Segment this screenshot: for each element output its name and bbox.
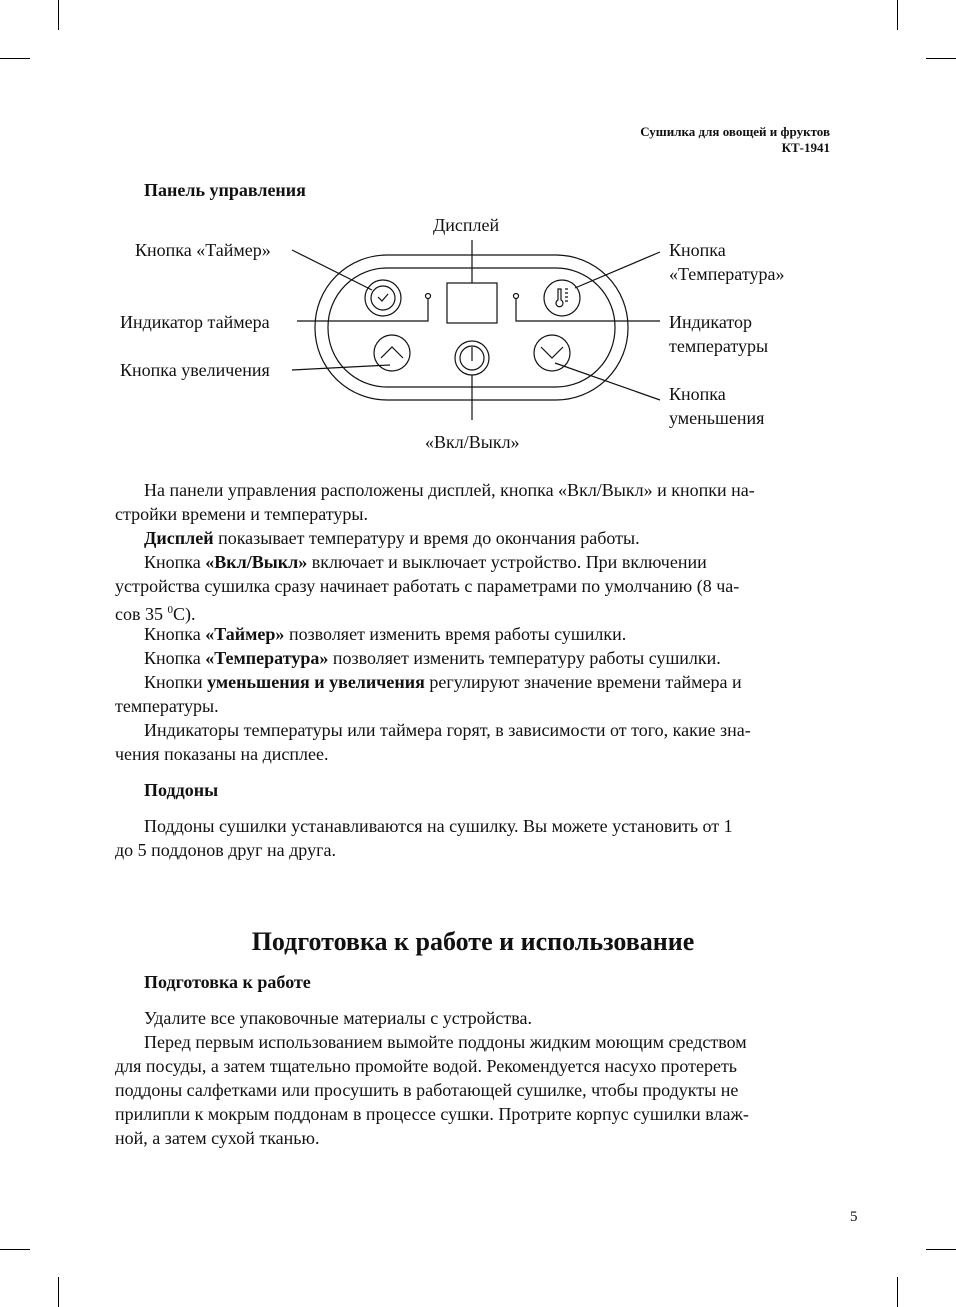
text-line: Индикаторы температуры или таймера горят, в зависимости от того, какие зна- — [144, 720, 751, 740]
timer-button-icon — [365, 280, 401, 316]
text-line: прилипли к мокрым поддонам в процессе сушки. Протрите корпус сушилки влаж- — [115, 1104, 749, 1124]
label-timer-indicator: Индикатор таймера — [120, 312, 270, 332]
label-temp-indicator: Индикатор — [669, 312, 753, 332]
text: показывает температуру и время до окончания работы. — [213, 528, 640, 548]
bold-term: уменьшения и увеличения — [207, 672, 425, 692]
crop-mark — [897, 1277, 898, 1307]
section-title: Панель управления — [144, 180, 306, 200]
text: Кнопка — [144, 552, 206, 572]
chapter-title: Подготовка к работе и использование — [251, 927, 695, 956]
text-line: ной, а затем сухой тканью. — [115, 1128, 320, 1148]
display-icon — [447, 283, 497, 323]
header-title: Сушилка для овощей и фруктов — [640, 124, 830, 139]
text: позволяет изменить температуру работы сушилки. — [328, 648, 721, 668]
text-line — [144, 623, 626, 645]
label-increase-button: Кнопка увеличения — [120, 360, 270, 380]
section-title: Подготовка к работе — [144, 972, 311, 992]
text-line — [144, 671, 742, 693]
label-display: Дисплей — [433, 215, 500, 235]
timer-led-icon — [426, 294, 431, 299]
label-decrease-button: уменьшения — [669, 408, 765, 428]
text-line: чения показаны на дисплее. — [115, 744, 329, 764]
text: Кнопка — [144, 624, 206, 644]
text-line: стройки времени и температуры. — [115, 504, 368, 524]
label-timer-button: Кнопка «Таймер» — [135, 240, 271, 260]
bold-term: «Температура» — [205, 648, 329, 668]
text-line — [144, 527, 640, 549]
bold-term: «Вкл/Выкл» — [205, 552, 308, 572]
header-model: КТ-1941 — [781, 140, 830, 155]
text: С). — [173, 604, 196, 624]
text-line: устройства сушилка сразу начинает работать с параметрами по умолчанию (8 ча- — [115, 576, 740, 596]
label-temp-button: «Температура» — [669, 264, 785, 284]
thermometer-button-icon — [544, 280, 580, 316]
text-line: На панели управления расположены дисплей, кнопка «Вкл/Выкл» и кнопки на- — [144, 480, 755, 500]
text-line — [115, 599, 196, 625]
section-title: Поддоны — [144, 780, 219, 800]
text: Кнопка — [144, 648, 206, 668]
crop-mark — [0, 1249, 30, 1250]
text: сов 35 — [115, 604, 168, 624]
text: Кнопки — [144, 672, 208, 692]
label-temp-indicator: температуры — [669, 336, 769, 356]
text: включает и выключает устройство. При включении — [307, 552, 707, 572]
text-line — [144, 551, 707, 573]
label-decrease-button: Кнопка — [669, 384, 726, 404]
text-line: температуры. — [115, 696, 219, 716]
crop-mark — [926, 1249, 956, 1250]
text: позволяет изменить время работы сушилки. — [284, 624, 627, 644]
temp-led-icon — [514, 294, 519, 299]
bold-term: Дисплей — [144, 528, 214, 548]
text-line: Поддоны сушилки устанавливаются на сушилку. Вы можете установить от 1 — [144, 816, 733, 836]
text-line: до 5 поддонов друг на друга. — [115, 840, 336, 860]
text-line — [144, 647, 721, 669]
text-line: поддоны салфетками или просушить в работающей сушилке, чтобы продукты не — [115, 1080, 739, 1100]
degree-sup: 0 — [167, 604, 173, 616]
page-number: 5 — [850, 1209, 858, 1225]
label-power: «Вкл/Выкл» — [425, 432, 520, 452]
down-button-icon — [534, 335, 570, 371]
label-temp-button: Кнопка — [669, 240, 726, 260]
crop-mark — [58, 1277, 59, 1307]
text: регулируют значение времени таймера и — [424, 672, 742, 692]
text-line: Перед первым использованием вымойте поддоны жидким моющим средством — [144, 1032, 747, 1052]
text-line: для посуды, а затем тщательно промойте водой. Рекомендуется насухо протереть — [115, 1056, 738, 1076]
text-line: Удалите все упаковочные материалы с устройства. — [144, 1008, 533, 1028]
bold-term: «Таймер» — [205, 624, 285, 644]
